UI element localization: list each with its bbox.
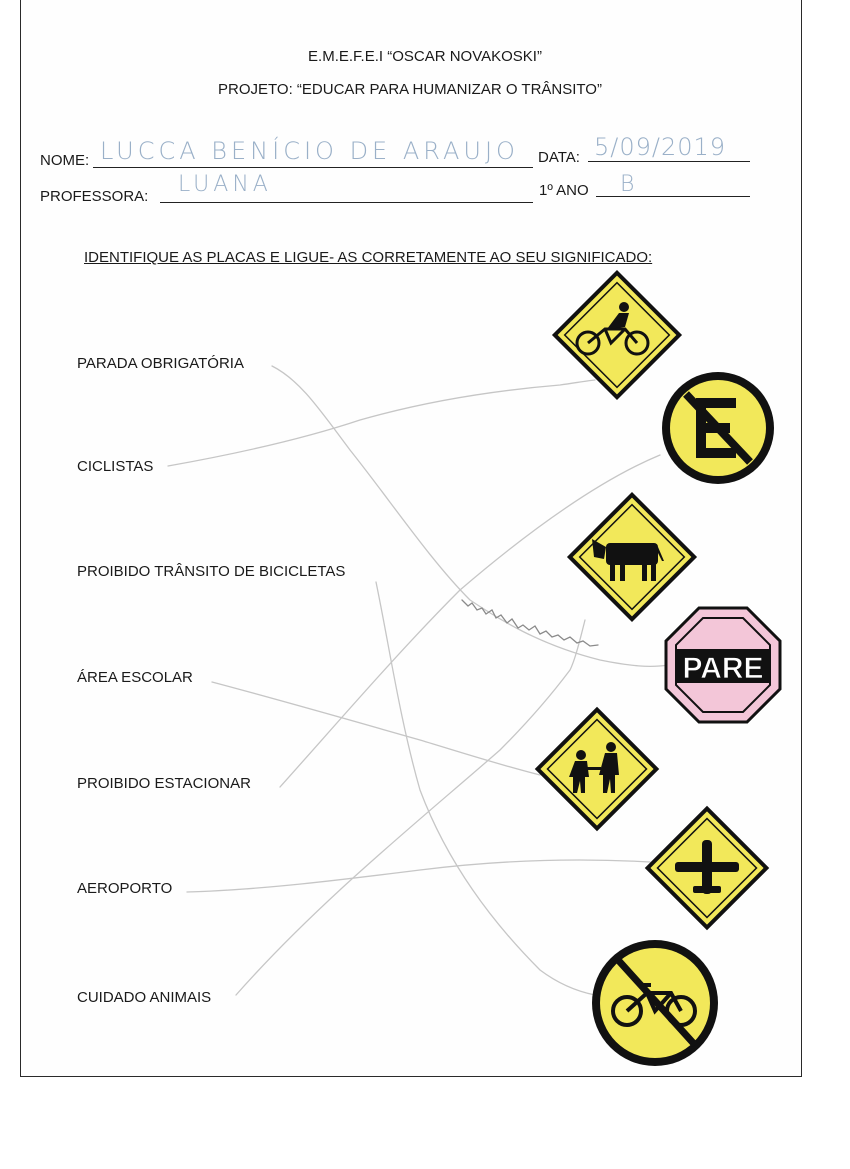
grade-handwritten[interactable]: B bbox=[620, 172, 639, 197]
date-handwritten[interactable]: 5/09/2019 bbox=[594, 133, 727, 161]
project-title: PROJETO: “EDUCAR PARA HUMANIZAR O TRÂNSITO” bbox=[218, 81, 602, 98]
meaning-aeroporto[interactable]: AEROPORTO bbox=[77, 880, 173, 897]
meaning-area-escolar[interactable]: ÁREA ESCOLAR bbox=[77, 669, 193, 686]
meaning-cuidado-animais[interactable]: CUIDADO ANIMAIS bbox=[77, 989, 212, 1006]
school-name: E.M.E.F.E.I “OSCAR NOVAKOSKI” bbox=[308, 48, 542, 65]
grade-label: 1º ANO bbox=[539, 182, 589, 199]
meaning-parada-obrigatoria[interactable]: PARADA OBRIGATÓRIA bbox=[77, 355, 244, 372]
instruction-text: IDENTIFIQUE AS PLACAS E LIGUE- AS CORRETAMENTE AO SEU SIGNIFICADO: bbox=[84, 249, 653, 266]
name-label: NOME: bbox=[40, 152, 90, 169]
name-handwritten[interactable]: LUCCA BENÍCIO DE ARAUJO bbox=[100, 137, 519, 165]
meaning-ciclistas[interactable]: CICLISTAS bbox=[77, 458, 154, 475]
date-label: DATA: bbox=[538, 149, 580, 166]
meaning-proibido-estacionar[interactable]: PROIBIDO ESTACIONAR bbox=[77, 775, 251, 792]
meaning-proibido-bicicletas[interactable]: PROIBIDO TRÂNSITO DE BICICLETAS bbox=[77, 563, 346, 580]
teacher-handwritten[interactable]: LUANA bbox=[178, 172, 272, 197]
teacher-label: PROFESSORA: bbox=[40, 188, 149, 205]
stop-sign-text: PARE bbox=[682, 652, 764, 685]
